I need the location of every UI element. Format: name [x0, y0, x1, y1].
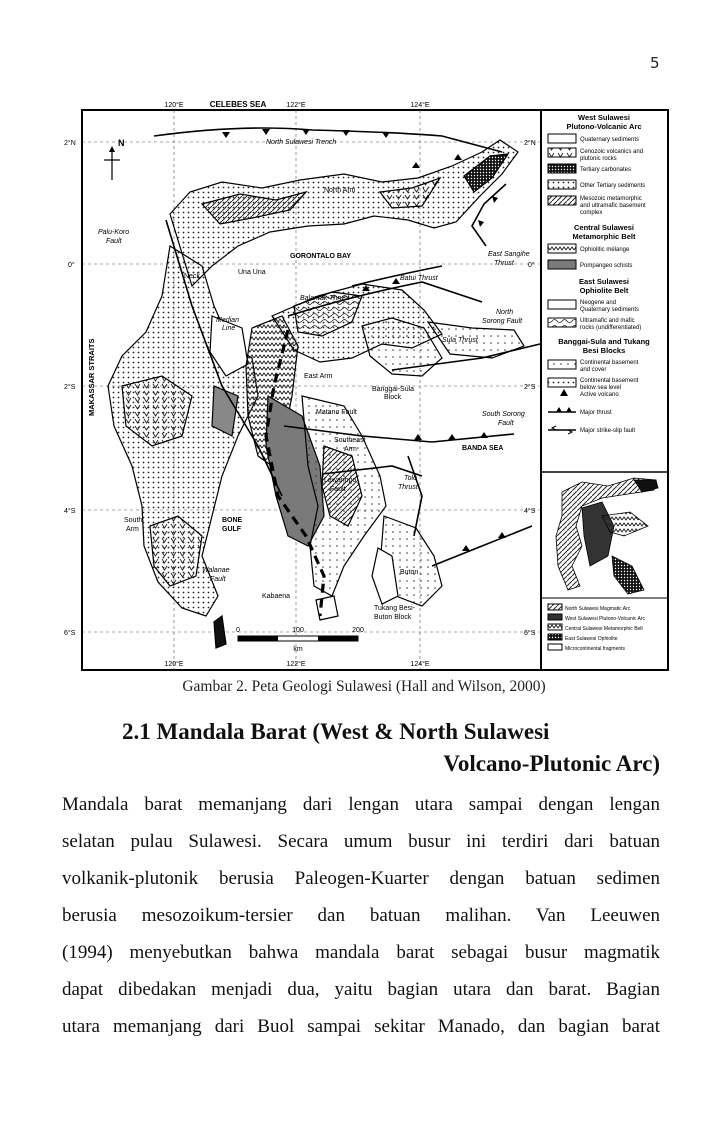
paragraph-line: utara memanjang dari Buol sampai sekitar Manado, dan bagian barat [62, 1016, 660, 1037]
svg-text:Quaternary sediments: Quaternary sediments [580, 307, 640, 313]
svg-text:Quaternary sediments: Quaternary sediments [580, 137, 640, 143]
north-label: N [118, 138, 125, 148]
scale-tick-0: 0 [236, 627, 240, 634]
map-label: Block [384, 394, 402, 401]
scale-tick-100: 100 [292, 627, 304, 634]
figure-caption: Gambar 2. Peta Geologi Sulawesi (Hall and Wilson, 2000) [182, 678, 546, 695]
svg-text:rocks (undifferentiated): rocks (undifferentiated) [580, 325, 642, 331]
top-label-124e: 124°E [410, 102, 430, 109]
svg-text:Central Sulawesi: Central Sulawesi [573, 223, 635, 232]
svg-text:Pompangeo schists: Pompangeo schists [580, 263, 633, 269]
map-label: Neck [184, 273, 200, 280]
map-label: Palu-Koro [98, 229, 130, 236]
map-label: Kabaena [262, 593, 291, 600]
section-heading-line1: 2.1 Mandala Barat (West & North Sulawesi [122, 719, 550, 744]
svg-text:Besi Blocks: Besi Blocks [582, 346, 626, 355]
right-label-4s: 4°S [524, 508, 536, 515]
map-label: Median [216, 317, 239, 324]
right-label-2n: 2°N [524, 140, 536, 147]
map-label: Sorong Fault [482, 318, 523, 325]
svg-text:East Sulawesi Ophiolite: East Sulawesi Ophiolite [565, 636, 618, 642]
svg-text:Cenozoic volcanics and: Cenozoic volcanics and [580, 149, 644, 155]
svg-text:Neogene and: Neogene and [580, 300, 617, 306]
top-label-122e: 122°E [286, 102, 306, 109]
map-label: Thrust [494, 260, 514, 267]
map-label: Arm [344, 446, 357, 453]
left-label-4s: 4°S [64, 508, 76, 515]
map-label: Arm [126, 526, 139, 533]
paragraph-line: selatan pulau Sulawesi. Secara umum busur ini terdiri dari batuan [62, 831, 660, 852]
map-label: South [124, 517, 143, 524]
sulawesi-geologic-map [62, 96, 670, 672]
svg-text:Tertiary carbonates: Tertiary carbonates [580, 167, 632, 173]
svg-text:plutonic rocks: plutonic rocks [580, 156, 617, 162]
paragraph-line: Mandala barat memanjang dari lengan utara sampai dengan lengan [62, 794, 660, 815]
scale-bar [238, 636, 358, 641]
svg-text:Ophiolite Belt: Ophiolite Belt [579, 286, 629, 295]
svg-text:Banggai-Sula and Tukang: Banggai-Sula and Tukang [558, 337, 650, 346]
svg-text:Metamorphic Belt: Metamorphic Belt [572, 232, 636, 241]
map-label: Buton Block [374, 614, 412, 621]
bottom-label-120e: 120°E [164, 661, 184, 668]
body-paragraph [62, 786, 660, 1045]
svg-text:and ultramafic basement: and ultramafic basement [580, 203, 646, 209]
svg-text:Major strike-slip fault: Major strike-slip fault [580, 428, 636, 434]
map-label: BANDA SEA [462, 445, 504, 452]
map-label: GULF [222, 526, 242, 533]
left-label-2n: 2°N [64, 140, 76, 147]
map-label: Una Una [238, 269, 266, 276]
map-label: Matano Fault [316, 409, 357, 416]
map-label: North Sulawesi Trench [266, 139, 337, 146]
svg-text:Continental basement: Continental basement [580, 378, 639, 384]
page-number: 5 [650, 54, 660, 72]
map-label: Balantak Thrust [300, 295, 350, 302]
left-label-2s: 2°S [64, 384, 76, 391]
map-label: Southeast [334, 437, 366, 444]
map-label: Sula Thrust [442, 337, 478, 344]
svg-text:complex: complex [580, 210, 603, 216]
map-label: BONE [222, 517, 243, 524]
map-label: South Sorong [482, 411, 525, 418]
svg-text:Continental basement: Continental basement [580, 360, 639, 366]
section-heading [122, 716, 660, 780]
svg-text:West Sulawesi Plutono-Volcanic: West Sulawesi Plutono-Volcanic Arc [565, 616, 645, 622]
right-label-6s: 6°S [524, 630, 536, 637]
map-label: Fault [210, 576, 226, 583]
map-label: Fault [498, 420, 514, 427]
map-label: Lawanopo [324, 477, 357, 484]
bottom-label-124e: 124°E [410, 661, 430, 668]
paragraph-line: dapat dibedakan menjadi dua, yaitu bagian utara dan barat. Bagian [62, 979, 660, 1000]
paragraph-line: berusia mesozoikum-tersier dan batuan malihan. Van Leeuwen [62, 905, 660, 926]
paragraph-line: (1994) menyebutkan bahwa mandala barat sebagai busur magmatik [62, 942, 660, 963]
map-label: Walanae [202, 567, 230, 574]
map-label: East Sangihe [488, 251, 530, 258]
right-label-0: 0° [528, 262, 535, 269]
left-label-6s: 6°S [64, 630, 76, 637]
scale-unit: km [293, 646, 303, 653]
scale-tick-200: 200 [352, 627, 364, 634]
left-label-0: 0° [68, 262, 75, 269]
geologic-map-figure [62, 96, 670, 672]
svg-text:Plutono-Volcanic Arc: Plutono-Volcanic Arc [566, 122, 642, 131]
svg-text:Active volcano: Active volcano [580, 392, 619, 398]
map-label: GORONTALO BAY [290, 253, 352, 260]
map-label: Buton [400, 569, 419, 576]
svg-text:West Sulawesi: West Sulawesi [578, 113, 630, 122]
svg-text:below sea level: below sea level [580, 385, 622, 391]
svg-text:Microcontinental fragments: Microcontinental fragments [565, 646, 626, 652]
svg-text:Major thrust: Major thrust [580, 410, 612, 416]
map-label: North Arm [324, 187, 356, 194]
map-label: East Arm [304, 373, 333, 380]
map-label: Fault [106, 238, 122, 245]
svg-text:Mesozoic metamorphic: Mesozoic metamorphic [580, 196, 642, 202]
map-label: Fault [330, 486, 346, 493]
svg-text:Ophiolitic mélange: Ophiolitic mélange [580, 247, 630, 253]
svg-text:East Sulawesi: East Sulawesi [578, 277, 630, 286]
svg-text:Other Tertiary sediments: Other Tertiary sediments [580, 183, 646, 189]
makassar-straits-label: MAKASSAR STRAITS [87, 338, 96, 416]
map-label: Tukang Besi- [374, 605, 415, 612]
map-label: Banggai-Sula [372, 386, 415, 393]
right-label-2s: 2°S [524, 384, 536, 391]
svg-text:Central Sulawesi Metamorphic B: Central Sulawesi Metamorphic Belt [565, 626, 643, 632]
paragraph-line: volkanik-plutonik berusia Paleogen-Kuarter dengan batuan sedimen [62, 868, 660, 889]
svg-text:North Sulawesi Magmatic Arc: North Sulawesi Magmatic Arc [565, 606, 631, 612]
svg-text:and cover: and cover [580, 367, 607, 373]
map-label: North [496, 309, 514, 316]
map-label: Thrust [398, 484, 418, 491]
map-label: Tolo [404, 475, 417, 482]
svg-text:Ultramafic and mafic: Ultramafic and mafic [580, 318, 635, 324]
section-heading-line2: Volcano-Plutonic Arc) [443, 751, 660, 776]
map-label: Line [222, 325, 236, 332]
celebes-sea-label: CELEBES SEA [209, 100, 267, 109]
bottom-label-122e: 122°E [286, 661, 306, 668]
top-label-120e: 120°E [164, 102, 184, 109]
map-label: Batui Thrust [400, 275, 438, 282]
